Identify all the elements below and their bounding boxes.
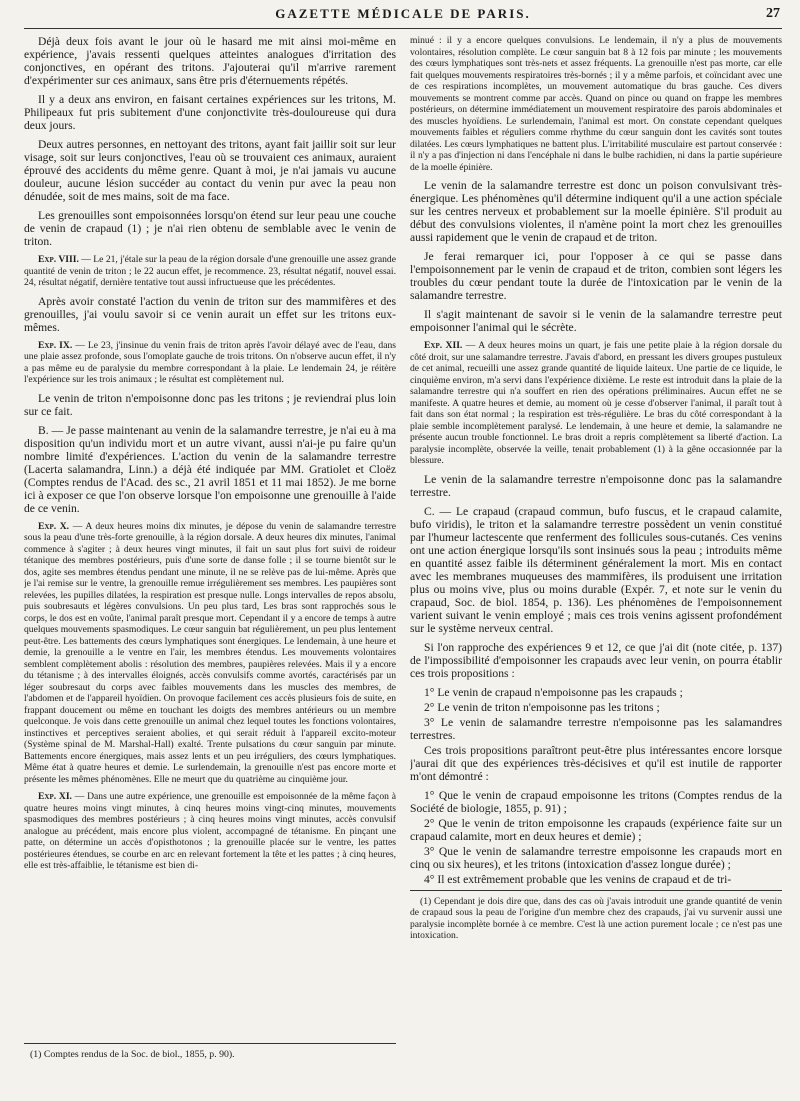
paragraph-text: 1° Le venin de crapaud n'empoisonne pas les crapauds ; bbox=[424, 685, 683, 699]
paragraph-text: — A deux heures moins dix minutes, je dépose du venin de salamandre terrestre sous la peau d'une très-forte grenouille, à la région dorsale. A deux heures dix minutes, l'animal commence à s'agiter ; à deux heures vingt minutes, il fait un saut plus fort suivi de roideur tétanique des membres postérieurs, puis d'une sorte de danse folle ; il se tourne bientôt sur le dos, agite ses membres étendus pendant une minute, il ne se relève pas de lui-même. Après que je l'ai remise sur le ventre, la grenouille remue irrégulièrement ses membres. Les paupières sont relevées, les pupilles dilatées, la respiration est presque nulle. Longs intervalles de repos absolu, puis soubresauts et légères convulsions. Un peu plus tard, Les bras sont rapprochés sous le corps, le dos est en voûte, l'animal paraît presque mort. Cependant il y a encore de temps à autre quelques mouvements spasmodiques. Le cœur sanguin bat régulièrement, un peu plus lentement peut-être. Les battements des cœurs lymphatiques sont énergiques. Le lendemain, à une heure et demie, la grenouille a le ventre en l'air, les membres étendus. Les mouvements volontaires semblent complètement abolis : résolution des membres, paupières relevées. Mais il y a encore du tétanisme ; à des intervalles éloignés, accès convulsifs comme avortés, caractérisés par un léger soubresaut du corps avec faibles mouvements dans les muscles des membres, de l'abdomen et de l'appareil hyoïdien. On provoque facilement ces accès plusieurs fois de suite, en frappant doucement ou même en touchant les doigts des membres antérieurs ou un membre quelconque. Je vois dans cette grenouille un animal chez lequel toutes les fonctions volontaires, instinctives et perceptives seraient abolies, et qui serait réduit à l'appareil excito-moteur (Système spinal de M. Marshal-Hall) exalté. Trente pulsations du cœur sanguin par minute. Battements encore énergiques, mais assez lents et un peu irréguliers, des cœurs lymphatiques. Même état à quatre heures et demie. Le surlendemain, la grenouille n'est pas encore morte et présente les mêmes phénomènes. Elle ne meurt que du quatrième au cinquième jour. bbox=[24, 520, 396, 785]
experiment-paragraph bbox=[24, 791, 396, 872]
paragraph bbox=[410, 35, 782, 173]
paragraph bbox=[24, 295, 396, 334]
paragraph-text: Le venin de triton n'empoisonne donc pas les tritons ; je reviendrai plus loin sur ce fait. bbox=[24, 391, 396, 418]
paragraph-text: B. — Je passe maintenant au venin de la salamandre terrestre, je n'ai eu à ma disposition qu'un individu mort et un autre vivant, aussi n'ai-je pu faire qu'un nombre limité d'expériences. L'action du venin de la salamandre terrestre (Lacerta salamandra, Linn.) a déjà été indiquée par MM. Gratiolet et Cloëz (Comptes rendus de l'Acad. des sc., 21 avril 1851 et 11 mai 1852). Je me borne ici à exposer ce que l'on observe lorsque l'on empoisonne une grenouille à l'aide de ce venin. bbox=[24, 423, 396, 515]
paragraph-text: 3° Que le venin de salamandre terrestre empoisonne les crapauds mort en cinq ou six heures), et les tritons (intoxication d'assez longue durée) ; bbox=[410, 844, 782, 871]
two-column-body bbox=[24, 35, 782, 1095]
list-item bbox=[410, 701, 782, 714]
experiment-label: Exp. X. bbox=[38, 520, 70, 532]
paragraph-text: Ces trois propositions paraîtront peut-être plus intéressantes encore lorsque j'aurai dit que des expériences très-décisives et qu'il est inutile de rapporter m'ont démontré : bbox=[410, 743, 782, 783]
journal-title: GAZETTE MÉDICALE DE PARIS. bbox=[275, 6, 531, 21]
paragraph-text: — Le 23, j'insinue du venin frais de triton après l'avoir délayé avec de l'eau, dans une plaie assez profonde, sous l'omoplate gauche de trois tritons. On n'observe aucun effet, il n'y a pas même eu de paralysie du membre correspondant à la plaie. Le lendemain 24, je réitère l'expérience sur les trois animaux ; le résultat est complètement nul. bbox=[24, 339, 396, 385]
list-item bbox=[410, 716, 782, 742]
right-column-body bbox=[410, 35, 782, 886]
paragraph-text: Les grenouilles sont empoisonnées lorsqu'on étend sur leur peau une couche de venin de crapaud (1) ; je n'ai rien obtenu de semblable avec le venin de triton. bbox=[24, 209, 396, 248]
experiment-paragraph bbox=[24, 340, 396, 386]
paragraph bbox=[24, 392, 396, 418]
paragraph-text: C. — Le crapaud (crapaud commun, bufo fuscus, et le crapaud calamite, bufo viridis), le triton et la salamandre terrestre possèdent un venin constitué par l'humeur lactescente que renferment des follicules sous-cutanés. Ces venins ont une action énergique lorsqu'ils sont insinués sous la peau ; introduits même en quantité assez faible ils déterminent généralement la mort. Mis en contact avec les membranes muqueuses des mammifères, ils produisent une irritation plus ou moins vive, plus ou moins durable (Expér. 7, et note sur le venin du crapaud, Soc. de biol. 1854, p. 136). Les phénomènes de l'empoisonnement varient suivant le venin employé ; mais ces trois venins agissent profondément sur le système nerveux central. bbox=[410, 504, 782, 635]
page-number: 27 bbox=[766, 6, 780, 21]
paragraph bbox=[24, 424, 396, 515]
running-head bbox=[24, 6, 782, 29]
paragraph-text: — Dans une autre expérience, une grenouille est empoisonnée de la même façon à quatre heures moins vingt minutes, à cinq heures moins vingt-cinq minutes, mouvements spasmodiques des membres postérieurs ; à cinq heures moins vingt minutes, accès convulsif analogue au précédent, mais encore plus violent, accompagné de tétanisme. En pinçant une patte, on détermine un accès d'opisthotonos ; la grenouille placée sur le ventre, les pattes postérieures étendues, se courbe en arc en relevant fortement la tête et les pattes ; à cinq heures, elle est très-affaiblie, le tétanisme est bien di- bbox=[24, 791, 396, 871]
paragraph-text: — Le 21, j'étale sur la peau de la région dorsale d'une grenouille une assez grande quantité de venin de triton ; le 22 aucun effet, je recommence. 23, résultat négatif, nouvel essai. 24, résultat négatif, dernière tentative tout aussi infructueuse que les précédentes. bbox=[24, 254, 396, 288]
experiment-label: Exp. XII. bbox=[424, 340, 463, 351]
left-footnote: (1) Comptes rendus de la Soc. de biol., 1855, p. 90). bbox=[24, 1043, 396, 1060]
left-column bbox=[24, 35, 396, 1060]
paragraph bbox=[410, 505, 782, 635]
paragraph-text: Il s'agit maintenant de savoir si le venin de la salamandre terrestre peut empoisonner l'animal qui le sécrète. bbox=[410, 308, 782, 334]
experiment-label: Exp. XI. bbox=[38, 791, 72, 802]
list-item bbox=[410, 789, 782, 815]
paragraph-text: Je ferai remarquer ici, pour l'opposer à ce qui se passe dans l'empoisonnement par le venin de crapaud et de triton, combien sont légers les troubles du cœur pendant toute la durée de l'intoxication par le venin de la salamandre terrestre. bbox=[410, 250, 782, 302]
list-item bbox=[410, 845, 782, 871]
paragraph-text: 4° Il est extrêmement probable que les venins de crapaud et de tri- bbox=[424, 872, 732, 886]
paragraph-text: Le venin de la salamandre terrestre est donc un poison convulsivant très-énergique. Les phénomènes qu'il détermine indiquent qu'il a une action spéciale sur les centres nerveux et probablement sur la moelle épinière. S'il produit au début des convulsions violentes, il n'amène point la mort chez les grenouilles aussi rapidement que le venin de crapaud et de triton. bbox=[410, 179, 782, 244]
right-footnote: (1) Cependant je dois dire que, dans des cas où j'avais introduit une grande quantité de venin de crapaud sous la peau de l'origine d'un membre chez des crapauds, j'ai vu survenir aussi une paralysie incomplète bornée à ce membre. C'est là une action purement locale ; ce n'est pas une intoxication. bbox=[410, 890, 782, 942]
paragraph-text: — A deux heures moins un quart, je fais une petite plaie à la région dorsale du côté droit, sur une salamandre terrestre. J'avais d'abord, en pressant les divers groupes pustuleux de cet animal, recueilli une assez grande quantité de liquide laiteux. Une partie de ce liquide, le cinquième environ, m'a servi dans l'expérience dixième. Le reste est introduit dans la plaie de la salamandre terrestre qui n'a souffert en rien des opérations préliminaires. Aucun effet ne se manifeste. A quatre heures et demie, au moment où je cesse d'observer l'animal, il paraît tout à fait dans son état normal ; la respiration est très-régulière. Le bras du côté correspondant à la plaie semble incomplètement paralysé. Le lendemain, à une heure et demie, la salamandre ne présente aucun trouble fonctionnel. Le bras droit a repris complètement sa liberté d'action. La paralysie incomplète, observée la veille, tenait probablement (1) à la gêne occasionnée par la blessure. bbox=[410, 340, 782, 466]
list-item bbox=[410, 817, 782, 843]
paragraph bbox=[24, 138, 396, 203]
paragraph bbox=[410, 641, 782, 680]
experiment-label: Exp. VIII. bbox=[38, 254, 79, 265]
paragraph bbox=[410, 744, 782, 783]
paragraph-text: Deux autres personnes, en nettoyant des tritons, ayant fait jaillir soit sur leur visage, soit sur leurs conjonctives, l'eau où se trouvaient ces animaux, auraient éprouvé des accidents du même genre. Quant à moi, je n'ai jamais vu aucune douleur, aucune lésion succéder au contact du venin pur avec la peau non dénudée, soit de mes mains, soit de ma face. bbox=[24, 138, 396, 203]
paragraph-text: 3° Le venin de salamandre terrestre n'empoisonne pas les salamandres terrestres. bbox=[410, 715, 782, 742]
paragraph-text: Il y a deux ans environ, en faisant certaines expériences sur les tritons, M. Philipeaux fut pris subitement d'une conjonctivite très-douloureuse qui dura deux jours. bbox=[24, 93, 396, 132]
list-item bbox=[410, 873, 782, 886]
paragraph bbox=[24, 93, 396, 132]
paragraph bbox=[24, 35, 396, 87]
experiment-paragraph bbox=[24, 521, 396, 786]
paragraph bbox=[410, 179, 782, 244]
right-column bbox=[410, 35, 782, 1095]
paragraph-text: Le venin de la salamandre terrestre n'empoisonne donc pas la salamandre terrestre. bbox=[410, 472, 782, 499]
paragraph-text: Après avoir constaté l'action du venin de triton sur des mammifères et des grenouilles, j'ai voulu savoir si ce venin aurait un effet sur les tritons eux-mêmes. bbox=[24, 294, 396, 334]
paragraph-text: 2° Le venin de triton n'empoisonne pas les tritons ; bbox=[424, 700, 660, 714]
left-column-body bbox=[24, 35, 396, 872]
list-item bbox=[410, 686, 782, 699]
paragraph bbox=[410, 308, 782, 334]
paragraph bbox=[410, 473, 782, 499]
experiment-paragraph bbox=[410, 340, 782, 467]
paragraph-text: Déjà deux fois avant le jour où le hasard me mit ainsi moi-même en expérience, j'avais ressenti quelques atteintes analogues d'irritation des conjonctives, en opérant des tritons. J'ajouterai qu'il m'arrive rarement d'expérimenter sur ces animaux, sans être pris d'éternuements répétés. bbox=[24, 35, 396, 87]
paragraph bbox=[24, 209, 396, 248]
paragraph bbox=[410, 250, 782, 302]
paragraph-text: Si l'on rapproche des expériences 9 et 12, ce que j'ai dit (note citée, p. 137) de l'impossibilité d'empoisonner les crapauds avec leur venin, on pourra établir ces trois propositions : bbox=[410, 640, 782, 680]
experiment-label: Exp. IX. bbox=[38, 339, 73, 351]
paragraph-text: 1° Que le venin de crapaud empoisonne les tritons (Comptes rendus de la Société de biologie, 1855, p. 91) ; bbox=[410, 788, 782, 815]
experiment-paragraph bbox=[24, 254, 396, 289]
paragraph-text: minué : il y a encore quelques convulsions. Le lendemain, il n'y a plus de mouvements volontaires, résolution complète. Le cœur sanguin bat 8 à 12 fois par minute ; les mouvements des cœurs lymphatiques sont très-nets et assez fréquents. La grenouille n'est pas morte, car elle fait quelques mouvements respiratoires très-bornés ; il y a même parfois, et coïncidant avec une de ces respirations incomplètes, un mouvement automatique du bras gauche. Ces divers mouvements se montrent comme par accès. Quand on pince ou quand on frappe les membres postérieurs, on détermine immédiatement un mouvement respiratoire des parois abdominales et des muscles hyoïdiens. Le surlendemain, l'animal est mort. On constate cependant quelques mouvements faibles et réguliers comme rhythme du cœur sanguin dont les cavités sont toutes dilatées. Les cœurs lymphatiques ne battent plus. L'irritabilité musculaire est partout conservée : il n'y a pas d'injection ni dans l'encéphale ni dans le bulbe rachidien, ni dans la partie supérieure de la moelle épinière. bbox=[410, 35, 782, 173]
paragraph-text: 2° Que le venin de triton empoisonne les crapauds (expérience faite sur un crapaud calamite, mort en deux heures et demie) ; bbox=[410, 816, 782, 843]
